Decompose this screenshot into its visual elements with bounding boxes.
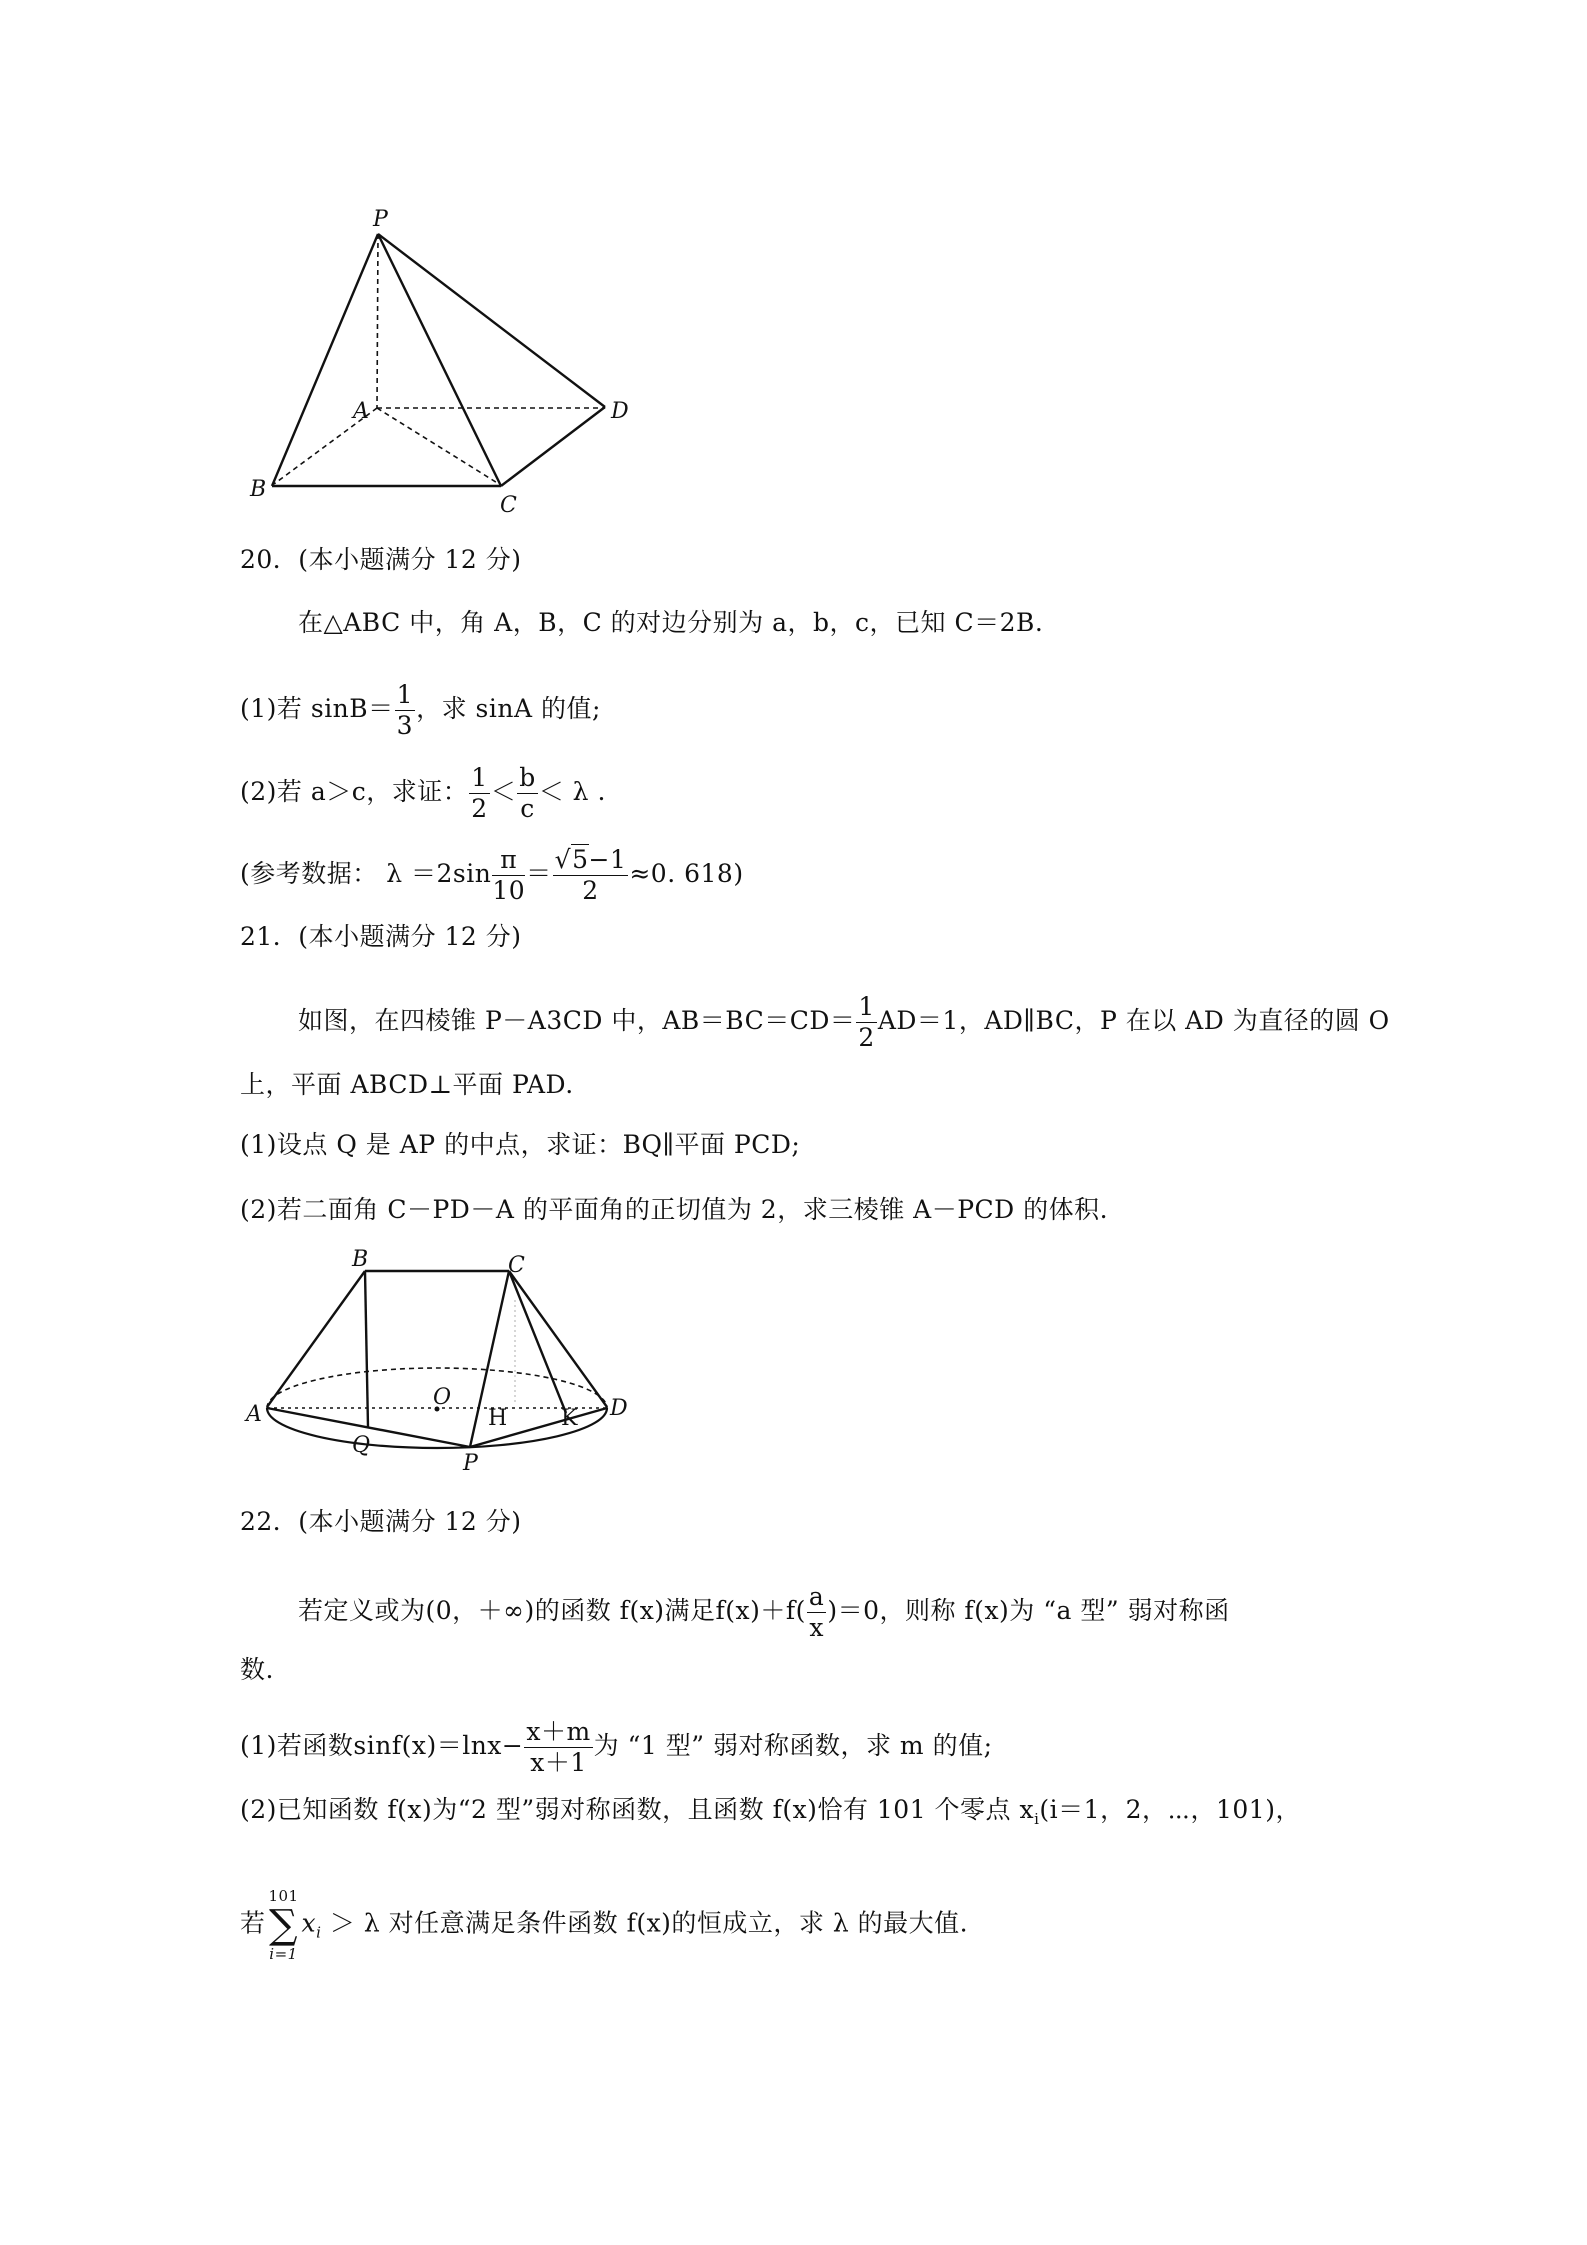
q21-part2: (2)若二面角 C－PD－A 的平面角的正切值为 2，求三棱锥 A－PCD 的体积. xyxy=(240,1195,1109,1224)
frac-num: x＋m xyxy=(526,1717,591,1746)
frac-num: a xyxy=(808,1582,825,1611)
sum-lower-limit: i=1 xyxy=(269,1945,298,1963)
fraction-xm-over-x1 xyxy=(524,1717,592,1778)
label-q: Q xyxy=(352,1433,371,1458)
frac-num xyxy=(553,845,629,876)
fraction-one-half xyxy=(469,763,489,824)
label-c: C xyxy=(500,493,517,518)
q22-part1-post: 为 “1 型” 弱对称函数，求 m 的值; xyxy=(593,1731,993,1760)
circle-o-front xyxy=(267,1408,607,1448)
frac-num: 1 xyxy=(396,680,414,709)
q21-stem-line2: 上，平面 ABCD⊥平面 PAD. xyxy=(240,1070,574,1099)
frac-den: 2 xyxy=(582,876,599,905)
q20-stem: 在△ABC 中，角 A，B，C 的对边分别为 a，b，c，已知 C＝2B. xyxy=(298,608,1044,637)
q22-part2-pre: (2)已知函数 f(x)为“2 型”弱对称函数，且函数 f(x)恰有 101 个零点 x xyxy=(240,1795,1035,1824)
label-c: C xyxy=(508,1253,525,1278)
edge-ab xyxy=(267,1271,365,1407)
q22-part1 xyxy=(240,1717,993,1778)
label-k: K xyxy=(561,1406,578,1431)
label-p: P xyxy=(463,1451,478,1476)
frac-num: 1 xyxy=(858,992,875,1021)
label-h: H xyxy=(488,1406,508,1431)
label-d: D xyxy=(611,399,629,424)
frac-den: 10 xyxy=(492,876,526,905)
edge-cd xyxy=(509,1271,607,1407)
q20-part1-pre: (1)若 sinB＝ xyxy=(240,694,394,723)
q20-part2-pre: (2)若 a＞c，求证： xyxy=(240,777,469,806)
edge-bq xyxy=(365,1271,368,1427)
q22-stem xyxy=(298,1582,1230,1643)
frac-den: 2 xyxy=(471,794,488,823)
q20-part1-post: ，求 sinA 的值; xyxy=(416,694,601,723)
q22-stem-line2: 数. xyxy=(240,1655,274,1684)
label-b: B xyxy=(250,477,267,502)
edge-pb xyxy=(272,234,378,486)
frac-den: x xyxy=(809,1613,824,1642)
frac-num: 1 xyxy=(471,763,488,792)
sum-term-subscript: i xyxy=(316,1923,322,1942)
edge-ck xyxy=(509,1271,566,1413)
frac-num-rest: −1 xyxy=(588,845,627,874)
frac-den: c xyxy=(520,794,535,823)
q22-part2-line2 xyxy=(240,1887,968,1963)
q21-header: 21．(本小题满分 12 分) xyxy=(240,922,522,951)
q20-header: 20．(本小题满分 12 分) xyxy=(240,545,522,574)
q20-ref-pre: (参考数据： λ ＝2sin xyxy=(240,859,492,888)
q22-stem-pre: 若定义或为(0，＋∞)的函数 f(x)满足f(x)＋f( xyxy=(298,1596,806,1625)
q21-stem-pre: 如图，在四棱锥 P－A3CD 中，AB＝BC＝CD＝ xyxy=(298,1006,856,1035)
frac-num: b xyxy=(519,763,536,792)
frac-num: π xyxy=(492,845,525,876)
edge-pc xyxy=(378,234,501,486)
q20-part1 xyxy=(240,680,601,741)
edge-pa-hidden xyxy=(377,234,378,408)
label-a: A xyxy=(246,1402,262,1427)
sum-term: x xyxy=(301,1908,317,1938)
q22-part2-line2-post: ＞ λ 对任意满足条件函数 f(x)的恒成立，求 λ 的最大值. xyxy=(321,1908,969,1938)
label-a: A xyxy=(353,399,369,424)
q20-part2-post: ＜ λ . xyxy=(538,777,606,806)
sigma-icon: ∑ xyxy=(268,1902,299,1948)
less-than: ＜ xyxy=(490,777,517,806)
figure-pyramid-circle xyxy=(230,1240,650,1480)
frac-den: 2 xyxy=(858,1023,875,1052)
sum-upper-limit: 101 xyxy=(268,1887,299,1905)
fraction-sqrt5-minus1-over-2 xyxy=(553,845,629,906)
frac-den: 3 xyxy=(396,711,414,740)
q21-stem xyxy=(298,992,1390,1053)
fraction-b-over-c xyxy=(517,763,538,824)
edge-cd xyxy=(501,407,605,486)
label-d: D xyxy=(610,1396,628,1421)
sqrt-icon: √ xyxy=(554,845,572,874)
q22-part1-pre: (1)若函数sinf(x)＝lnx− xyxy=(240,1731,524,1760)
label-p: P xyxy=(373,207,388,232)
q22-part2-post: (i＝1，2，⋯，101)， xyxy=(1039,1795,1301,1824)
label-o: O xyxy=(433,1385,452,1410)
q21-part1: (1)设点 Q 是 AP 的中点，求证：BQ∥平面 PCD; xyxy=(240,1130,801,1159)
fraction-one-third xyxy=(395,680,415,741)
label-b: B xyxy=(352,1247,369,1272)
figure-pyramid-pabcd xyxy=(230,190,650,530)
sqrt-radicand: 5 xyxy=(572,845,589,874)
fraction-a-over-x xyxy=(807,1582,826,1643)
edge-pd xyxy=(378,234,605,407)
q22-part2-line2-pre: 若 xyxy=(240,1908,266,1938)
q21-stem-post: AD＝1，AD∥BC，P 在以 AD 为直径的圆 O xyxy=(877,1006,1390,1035)
q22-part2-line1 xyxy=(240,1795,1301,1834)
q20-part2 xyxy=(240,763,606,824)
q22-stem-post: )＝0，则称 f(x)为 “a 型” 弱对称函 xyxy=(827,1596,1230,1625)
q20-reference xyxy=(240,845,744,906)
frac-den: x＋1 xyxy=(530,1748,587,1777)
q20-ref-post: ≈0. 618) xyxy=(629,859,744,888)
q22-header: 22．(本小题满分 12 分) xyxy=(240,1507,522,1536)
summation xyxy=(266,1887,302,1963)
fraction-one-half xyxy=(856,992,876,1053)
fraction-pi-over-10 xyxy=(492,845,525,906)
equals: ＝ xyxy=(526,859,552,888)
subscript-i: i xyxy=(1034,1810,1040,1828)
